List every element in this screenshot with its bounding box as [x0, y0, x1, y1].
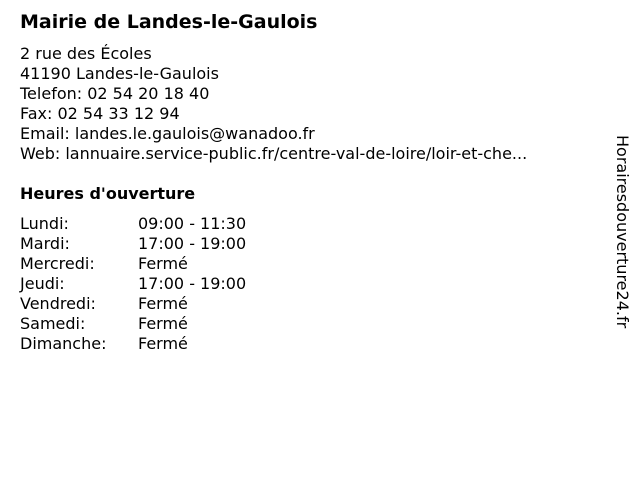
- day-hours: 09:00 - 11:30: [138, 214, 247, 233]
- day-label: Vendredi:: [20, 294, 96, 313]
- hours-row-saturday: [20, 314, 600, 334]
- day-label: Lundi:: [20, 214, 69, 233]
- day-label: Jeudi:: [20, 274, 65, 293]
- hours-row-sunday: [20, 334, 600, 354]
- day-hours: Fermé: [138, 334, 188, 353]
- day-hours: 17:00 - 19:00: [138, 274, 247, 293]
- day-hours: 17:00 - 19:00: [138, 234, 247, 253]
- email-address: Email: landes.le.gaulois@wanadoo.fr: [20, 124, 315, 143]
- website-url: Web: lannuaire.service-public.fr/centre-val-de-loire/loir-et-che...: [20, 144, 528, 163]
- hours-row-wednesday: [20, 254, 600, 274]
- opening-hours-title: Heures d'ouverture: [20, 184, 196, 203]
- site-watermark: Horairesdouverture24.fr: [613, 135, 632, 329]
- opening-hours-table: [20, 214, 600, 354]
- page-title: Mairie de Landes-le-Gaulois: [20, 11, 318, 33]
- day-label: Mardi:: [20, 234, 70, 253]
- day-label: Samedi:: [20, 314, 86, 333]
- listing-card: [20, 9, 600, 354]
- day-label: Dimanche:: [20, 334, 107, 353]
- hours-row-monday: [20, 214, 600, 234]
- hours-row-friday: [20, 294, 600, 314]
- day-label: Mercredi:: [20, 254, 95, 273]
- day-hours: Fermé: [138, 254, 188, 273]
- day-hours: Fermé: [138, 294, 188, 313]
- city-postal-code: 41190 Landes-le-Gaulois: [20, 64, 219, 83]
- hours-row-thursday: [20, 274, 600, 294]
- fax-number: Fax: 02 54 33 12 94: [20, 104, 180, 123]
- address-block: [20, 44, 600, 164]
- phone-number: Telefon: 02 54 20 18 40: [20, 84, 210, 103]
- day-hours: Fermé: [138, 314, 188, 333]
- street-address: 2 rue des Écoles: [20, 44, 152, 63]
- hours-row-tuesday: [20, 234, 600, 254]
